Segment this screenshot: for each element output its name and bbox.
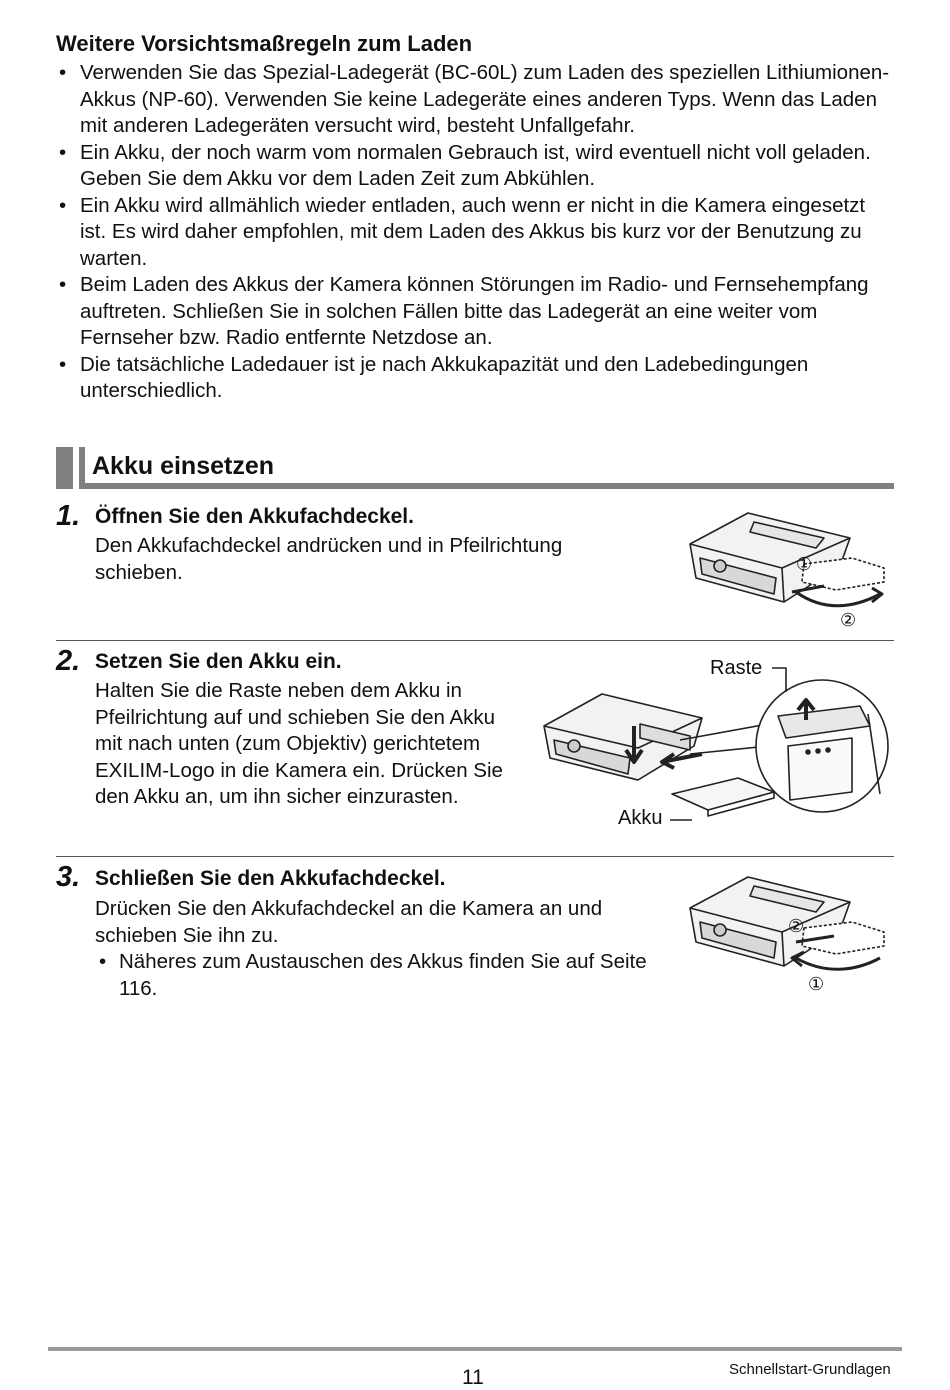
step-divider: [56, 640, 894, 641]
step-description: Halten Sie die Raste neben dem Akku in Pfeilrichtung auf und schieben Sie den Akku mit nach unten (zum Objektiv) gerichtetem EXILIM-Logo in die Kamera ein. Drücken Sie den Akku an, um ihn sicher einzurasten.: [95, 679, 503, 808]
callout-label: ①: [808, 974, 825, 995]
precautions-heading: Weitere Vorsichtsmaßregeln zum Laden: [56, 31, 473, 56]
precaution-item: • Beim Laden des Akkus der Kamera können Störungen im Radio- und Fernsehempfang auftreten. Schließen Sie in solchen Fällen bitte das Ladegerät an eine weiter vom Fernseher bzw. Radio entfernte Netzdose an.: [56, 272, 896, 352]
precaution-item: • Verwenden Sie das Spezial-Ladegerät (BC-60L) zum Laden des speziellen Lithiumionen-Akkus (NP-60). Verwenden Sie keine Ladegeräte eines anderen Typs. Wenn das Laden mit anderen Ladegeräten versucht wird, besteht Unfallgefahr.: [56, 60, 896, 140]
callout-label: ②: [788, 916, 805, 937]
camera-close-cover-illustration: [684, 872, 894, 1000]
battery-insert-illustration: [540, 654, 895, 834]
step-description: Drücken Sie den Akkufachdeckel an die Kamera an und schieben Sie ihn zu.: [95, 897, 603, 947]
callout-label: ①: [796, 554, 813, 575]
footer-rule: [48, 1347, 902, 1351]
chapter-label: Schnellstart-Grundlagen: [729, 1361, 891, 1378]
step-divider: [56, 856, 894, 857]
step-number: 2.: [56, 645, 81, 677]
step-number: 1.: [56, 500, 81, 532]
section-underline: [79, 483, 894, 489]
page-number: 11: [462, 1366, 484, 1389]
section-header: [56, 447, 894, 489]
precaution-item: • Die tatsächliche Ladedauer ist je nach Akkukapazität und den Ladebedingungen unterschiedlich.: [56, 352, 896, 405]
step-title: Schließen Sie den Akkufachdeckel.: [95, 867, 446, 890]
camera-open-cover-illustration: [684, 508, 894, 636]
section-title: Akku einsetzen: [92, 452, 275, 480]
precaution-item: • Ein Akku wird allmählich wieder entladen, auch wenn er nicht in die Kamera eingesetzt ist. Es wird daher empfohlen, mit dem Laden des Akkus bis kurz vor der Benutzung zu warten.: [56, 193, 896, 273]
step-title: Öffnen Sie den Akkufachdeckel.: [95, 505, 414, 528]
precaution-item: • Ein Akku, der noch warm vom normalen Gebrauch ist, wird eventuell nicht voll geladen. Geben Sie dem Akku vor dem Laden Zeit zum Abkühlen.: [56, 140, 896, 193]
step-note: • Näheres zum Austauschen des Akkus finden Sie auf Seite 116.: [95, 949, 655, 1002]
callout-label: ②: [840, 610, 857, 631]
section-marker: [56, 447, 73, 489]
callout-label: Raste: [710, 657, 763, 679]
step-title: Setzen Sie den Akku ein.: [95, 650, 342, 673]
step-number: 3.: [56, 861, 81, 893]
callout-label: Akku: [618, 807, 663, 829]
precautions-list: [56, 60, 896, 405]
step-description: Den Akkufachdeckel andrücken und in Pfeilrichtung schieben.: [95, 534, 563, 584]
